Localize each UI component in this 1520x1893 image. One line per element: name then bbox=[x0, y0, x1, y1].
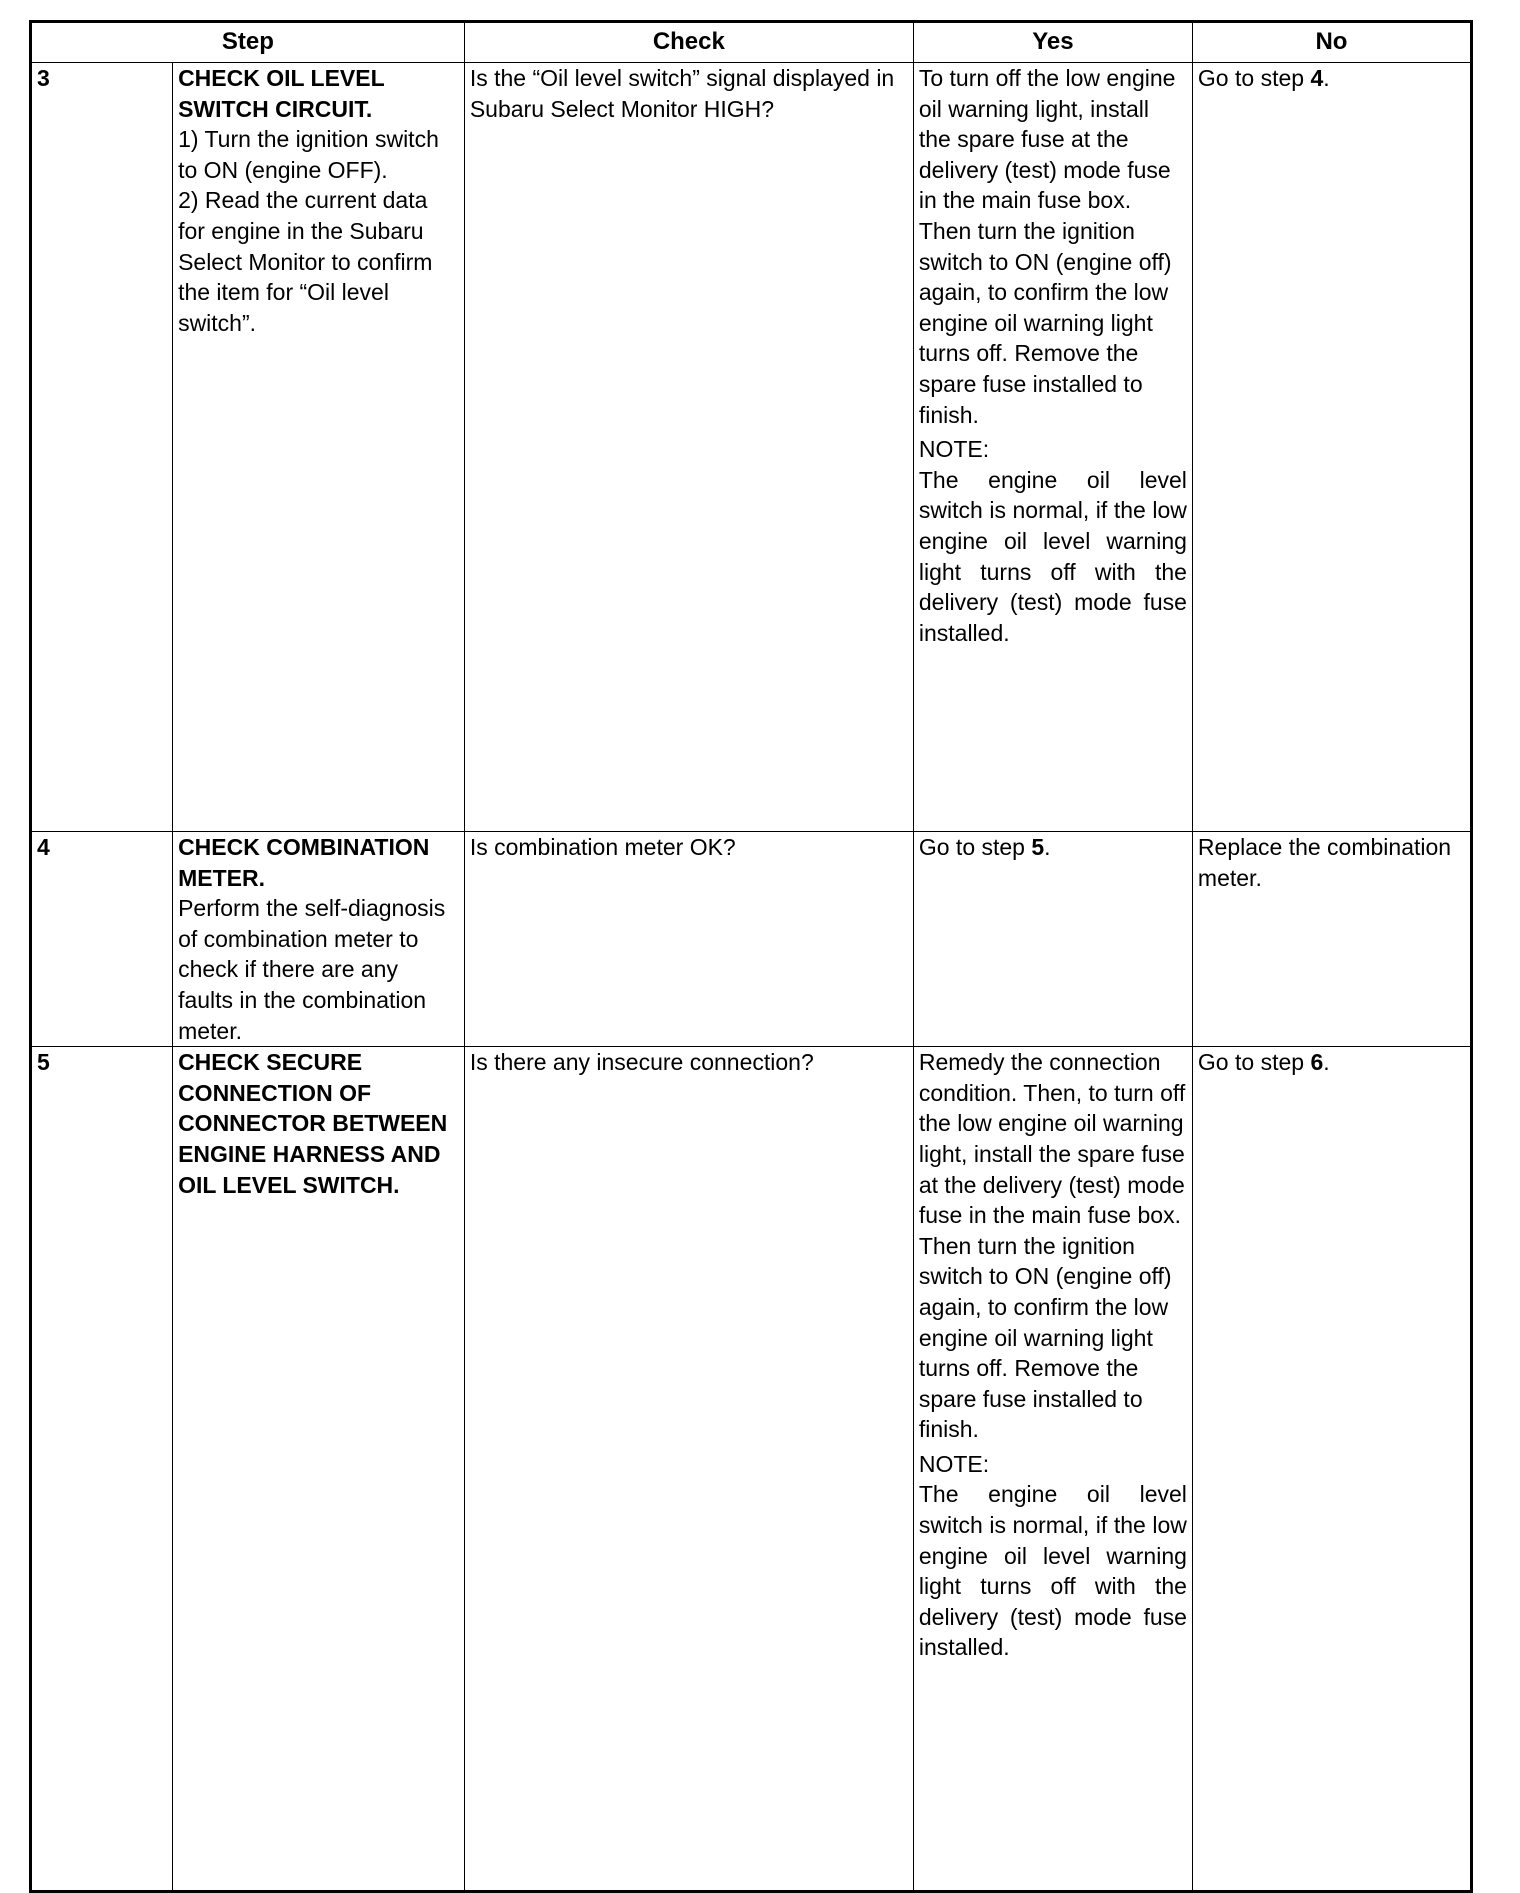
yes-instruction: To turn off the low engine oil warning light, install the spare fuse at the delivery (test) mode fuse in the main fuse box. Then turn the ignition switch to ON (engine off) again, to confirm the low engine oil warning light turns off. Remove the spare fuse installed to finish. bbox=[918, 65, 1176, 428]
diagnostic-table bbox=[29, 20, 1473, 1893]
step-cell bbox=[173, 1047, 465, 1892]
yes-text: Go to step bbox=[918, 834, 1032, 860]
step-instruction: 1) Turn the ignition switch to ON (engine OFF). bbox=[178, 126, 439, 183]
step-reference: 6 bbox=[1310, 1049, 1324, 1076]
no-text: Go to step bbox=[1197, 65, 1311, 91]
yes-cell bbox=[913, 63, 1192, 832]
step-number: 5 bbox=[31, 1047, 173, 1892]
check-cell: Is combination meter OK? bbox=[464, 832, 913, 1047]
check-cell: Is there any insecure connection? bbox=[464, 1047, 913, 1892]
yes-cell bbox=[913, 1047, 1192, 1892]
step-title: CHECK SECURE CONNECTION OF CONNECTOR BETWEEN ENGINE HARNESS AND OIL LEVEL SWITCH. bbox=[178, 1049, 448, 1198]
header-step: Step bbox=[31, 22, 465, 63]
yes-suffix: . bbox=[1044, 834, 1051, 860]
no-cell: Replace the combination meter. bbox=[1192, 832, 1471, 1047]
note-text: The engine oil level switch is normal, if the low engine oil level warning light turns off with the delivery (test) mode fuse installed. bbox=[918, 1481, 1187, 1661]
step-cell bbox=[173, 63, 465, 832]
check-cell: Is the “Oil level switch” signal displayed in Subaru Select Monitor HIGH? bbox=[464, 63, 913, 832]
table-row bbox=[31, 1047, 1472, 1892]
header-no: No bbox=[1192, 22, 1471, 63]
step-number: 3 bbox=[31, 63, 173, 832]
header-row bbox=[31, 22, 1472, 63]
yes-cell bbox=[913, 832, 1192, 1047]
no-suffix: . bbox=[1323, 65, 1330, 91]
step-title: CHECK COMBINATION METER. bbox=[178, 834, 430, 891]
note-label: NOTE: bbox=[918, 436, 990, 463]
step-instruction: Perform the self-diagnosis of combination meter to check if there are any faults in the combination meter. bbox=[178, 895, 446, 1044]
step-reference: 5 bbox=[1031, 834, 1045, 860]
no-text: Go to step bbox=[1197, 1049, 1311, 1076]
step-instruction: 2) Read the current data for engine in the Subaru Select Monitor to confirm the item for “Oil level switch”. bbox=[178, 187, 433, 336]
step-number: 4 bbox=[31, 832, 173, 1047]
table-row bbox=[31, 832, 1472, 1047]
no-cell bbox=[1192, 63, 1471, 832]
step-cell bbox=[173, 832, 465, 1047]
note-label: NOTE: bbox=[918, 1450, 990, 1477]
header-yes: Yes bbox=[913, 22, 1192, 63]
step-reference: 4 bbox=[1310, 65, 1324, 91]
table-row bbox=[31, 63, 1472, 832]
no-suffix: . bbox=[1323, 1049, 1330, 1076]
yes-instruction: Remedy the connection condition. Then, to turn off the low engine oil warning light, install the spare fuse at the delivery (test) mode fuse in the main fuse box. Then turn the ignition switch to ON (engine off) again, to confirm the low engine oil warning light turns off. Remove the spare fuse installed to finish. bbox=[918, 1049, 1186, 1443]
step-title: CHECK OIL LEVEL SWITCH CIRCUIT. bbox=[178, 65, 385, 122]
header-check: Check bbox=[464, 22, 913, 63]
note-text: The engine oil level switch is normal, if the low engine oil level warning light turns off with the delivery (test) mode fuse installed. bbox=[918, 466, 1187, 646]
no-cell bbox=[1192, 1047, 1471, 1892]
